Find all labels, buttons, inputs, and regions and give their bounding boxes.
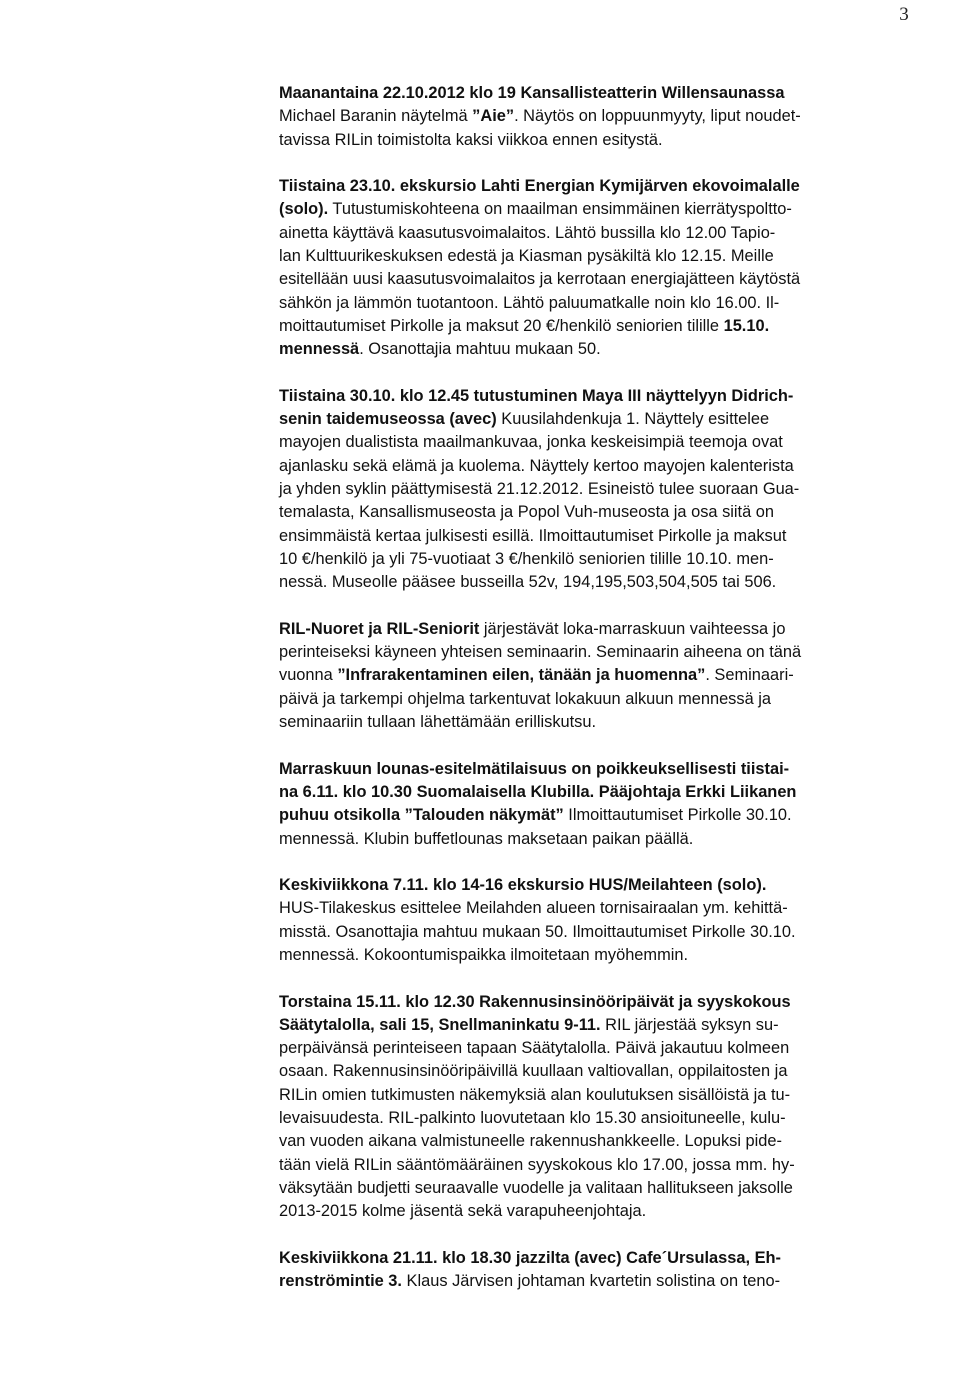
text-span: . Seminaari- — [705, 666, 794, 685]
text-span: sähkön ja lämmön tuotantoon. Lähtö paluumatkalle noin klo 16.00. Il- — [279, 293, 780, 312]
bold-text-span: Tiistaina 23.10. ekskursio Lahti Energian Kymijärven ekovoimalalle — [279, 177, 800, 196]
text-span: mennessä. Klubin buffetlounas maksetaan paikan päällä. — [279, 829, 694, 848]
text-span: järjestävät loka-marraskuun vaihteessa jo — [479, 619, 786, 638]
text-line — [279, 455, 900, 478]
bold-text-span: Keskiviikkona 7.11. klo 14-16 ekskursio HUS/Meilahteen (solo). — [279, 876, 767, 895]
text-line — [279, 1130, 900, 1153]
bold-text-span: RIL-Nuoret ja RIL-Seniorit — [279, 619, 480, 638]
text-span: Michael Baranin näytelmä — [279, 107, 473, 126]
text-span: lan Kulttuurikeskuksen edestä ja Kiasman pysäkiltä klo 12.15. Meille — [279, 247, 774, 266]
text-line — [279, 431, 900, 454]
text-line — [279, 991, 900, 1014]
text-span: nessä. Museolle pääsee busseilla 52v, 194,195,503,504,505 tai 506. — [279, 573, 777, 592]
text-span: 10 €/henkilö ja yli 75-vuotiaat 3 €/henkilö seniorien tilille 10.10. men- — [279, 549, 774, 568]
bold-text-span: ”Infrarakentaminen eilen, tänään ja huomenna” — [337, 666, 706, 685]
text-line — [279, 618, 900, 641]
text-line — [279, 1177, 900, 1200]
text-span: perinteiseksi käyneen yhteisen seminaarin. Seminaarin aiheena on tänä — [279, 643, 802, 662]
text-span: väksytään budjetti seuraavalle vuodelle ja valitaan hallitukseen jaksolle — [279, 1178, 793, 1197]
paragraph — [279, 82, 900, 152]
text-line — [279, 1270, 900, 1293]
bold-text-span: renströmintie 3. — [279, 1272, 402, 1291]
text-span: päivä ja tarkempi ohjelma tarkentuvat lokakuun alkuun mennessä ja — [279, 689, 771, 708]
bold-text-span: senin taidemuseossa (avec) — [279, 410, 497, 429]
text-span: . Näytös on loppuunmyyty, liput noudet- — [514, 107, 801, 126]
text-span: perpäivänsä perinteiseen tapaan Säätytalolla. Päivä jakautuu kolmeen — [279, 1039, 790, 1058]
text-line — [279, 82, 900, 105]
text-line — [279, 711, 900, 734]
text-span: tään vielä RILin sääntömääräinen syyskokous klo 17.00, jossa mm. hy- — [279, 1155, 795, 1174]
text-line — [279, 1060, 900, 1083]
text-line — [279, 944, 900, 967]
bold-text-span: Maanantaina 22.10.2012 klo 19 Kansallisteatterin Willensaunassa — [279, 84, 785, 102]
text-span: vuonna — [279, 666, 338, 685]
bold-text-span: Keskiviikkona 21.11. klo 18.30 jazzilta (avec) Cafe´Ursulassa, Eh- — [279, 1248, 781, 1267]
paragraph — [279, 175, 900, 361]
text-span: Tutustumiskohteena on maailman ensimmäinen kierrätyspoltto- — [328, 200, 792, 219]
text-line — [279, 571, 900, 594]
text-line — [279, 385, 900, 408]
text-span: misstä. Osanottajia mahtuu mukaan 50. Ilmoittautumiset Pirkolle 30.10. — [279, 922, 796, 941]
text-line — [279, 921, 900, 944]
bold-text-span: mennessä — [279, 340, 360, 359]
paragraph — [279, 1247, 900, 1294]
text-span: mayojen dualistista maailmankuvaa, jonka keskeisimpiä teemoja ovat — [279, 433, 783, 452]
bold-text-span: ”Aie” — [472, 107, 515, 126]
text-line — [279, 781, 900, 804]
text-line — [279, 874, 900, 897]
text-span: levaisuudesta. RIL-palkinto luovutetaan klo 15.30 ansioituneelle, kulu- — [279, 1109, 786, 1128]
paragraph — [279, 385, 900, 595]
text-line — [279, 664, 900, 687]
text-span: osaan. Rakennusinsinööripäivillä kuullaan valtiovallan, oppilaitosten ja — [279, 1062, 788, 1081]
paragraph — [279, 618, 900, 734]
text-line — [279, 525, 900, 548]
text-line — [279, 804, 900, 827]
text-line — [279, 1154, 900, 1177]
text-span: tavissa RILin toimistolta kaksi viikkoa ennen esitystä. — [279, 130, 663, 149]
text-line — [279, 1014, 900, 1037]
text-span: ainetta käyttävä kaasutusvoimalaitos. Lähtö bussilla klo 12.00 Tapio- — [279, 223, 776, 242]
text-span: esitellään uusi kaasutusvoimalaitos ja kerrotaan energiajätteen käytöstä — [279, 270, 801, 289]
text-line — [279, 1084, 900, 1107]
bold-text-span: (solo). — [279, 200, 329, 219]
bold-text-span: Tiistaina 30.10. klo 12.45 tutustuminen Maya III näyttelyyn Didrich- — [279, 386, 794, 405]
text-line — [279, 129, 900, 152]
text-line — [279, 198, 900, 221]
text-line — [279, 268, 900, 291]
text-line — [279, 688, 900, 711]
text-span: Klaus Järvisen johtaman kvartetin solistina on teno- — [401, 1272, 781, 1291]
text-span: RIL järjestää syksyn su- — [600, 1015, 779, 1034]
text-line — [279, 501, 900, 524]
text-span: ajanlasku sekä elämä ja kuolema. Näyttely kertoo mayojen kalenterista — [279, 456, 794, 475]
text-span: Ilmoittautumiset Pirkolle 30.10. — [563, 806, 792, 825]
text-line — [279, 222, 900, 245]
paragraph — [279, 991, 900, 1224]
bold-text-span: na 6.11. klo 10.30 Suomalaisella Klubilla. Pääjohtaja Erkki Liikanen — [279, 782, 797, 801]
bold-text-span: Torstaina 15.11. klo 12.30 Rakennusinsinööripäivät ja syyskokous — [279, 992, 791, 1011]
text-line — [279, 828, 900, 851]
text-line — [279, 478, 900, 501]
text-span: HUS-Tilakeskus esittelee Meilahden alueen tornisairaalan ym. kehittä- — [279, 899, 788, 918]
text-span: mennessä. Kokoontumispaikka ilmoitetaan myöhemmin. — [279, 945, 689, 964]
page-number: 3 — [899, 4, 909, 25]
bold-text-span: puhuu otsikolla ”Talouden näkymät” — [279, 806, 564, 825]
text-line — [279, 338, 900, 361]
text-line — [279, 408, 900, 431]
text-line — [279, 548, 900, 571]
text-span: . Osanottajia mahtuu mukaan 50. — [359, 340, 601, 359]
text-span: Kuusilahdenkuja 1. Näyttely esittelee — [496, 410, 770, 429]
paragraph — [279, 874, 900, 967]
text-span: ensimmäistä kertaa julkisesti esillä. Ilmoittautumiset Pirkolle ja maksut — [279, 526, 787, 545]
text-span: seminaariin tullaan lähettämään erilliskutsu. — [279, 713, 597, 732]
bold-text-span: Säätytalolla, sali 15, Snellmaninkatu 9-11. — [279, 1015, 601, 1034]
document-body — [279, 82, 900, 1317]
text-line — [279, 1037, 900, 1060]
text-line — [279, 175, 900, 198]
text-line — [279, 1107, 900, 1130]
text-line — [279, 1247, 900, 1270]
text-line — [279, 758, 900, 781]
text-span: ja yhden syklin päättymisestä 21.12.2012. Esineistö tulee suoraan Gua- — [279, 480, 800, 499]
text-line — [279, 641, 900, 664]
text-line — [279, 1200, 900, 1223]
text-span: temalasta, Kansallismuseosta ja Popol Vuh-museosta ja osa siitä on — [279, 503, 775, 522]
text-span: moittautumiset Pirkolle ja maksut 20 €/henkilö seniorien tilille — [279, 316, 724, 335]
bold-text-span: 15.10. — [723, 316, 770, 335]
text-line — [279, 292, 900, 315]
text-line — [279, 105, 900, 128]
text-span: 2013-2015 kolme jäsentä sekä varapuheenjohtaja. — [279, 1202, 647, 1221]
text-span: RILin omien tutkimusten näkemyksiä alan koulutuksen sisällöistä ja tu- — [279, 1085, 791, 1104]
bold-text-span: Marraskuun lounas-esitelmätilaisuus on poikkeuksellisesti tiistai- — [279, 759, 790, 778]
text-line — [279, 245, 900, 268]
text-line — [279, 897, 900, 920]
text-span: van vuoden aikana valmistuneelle rakennushankkeelle. Lopuksi pide- — [279, 1132, 782, 1151]
paragraph — [279, 758, 900, 851]
text-line — [279, 315, 900, 338]
